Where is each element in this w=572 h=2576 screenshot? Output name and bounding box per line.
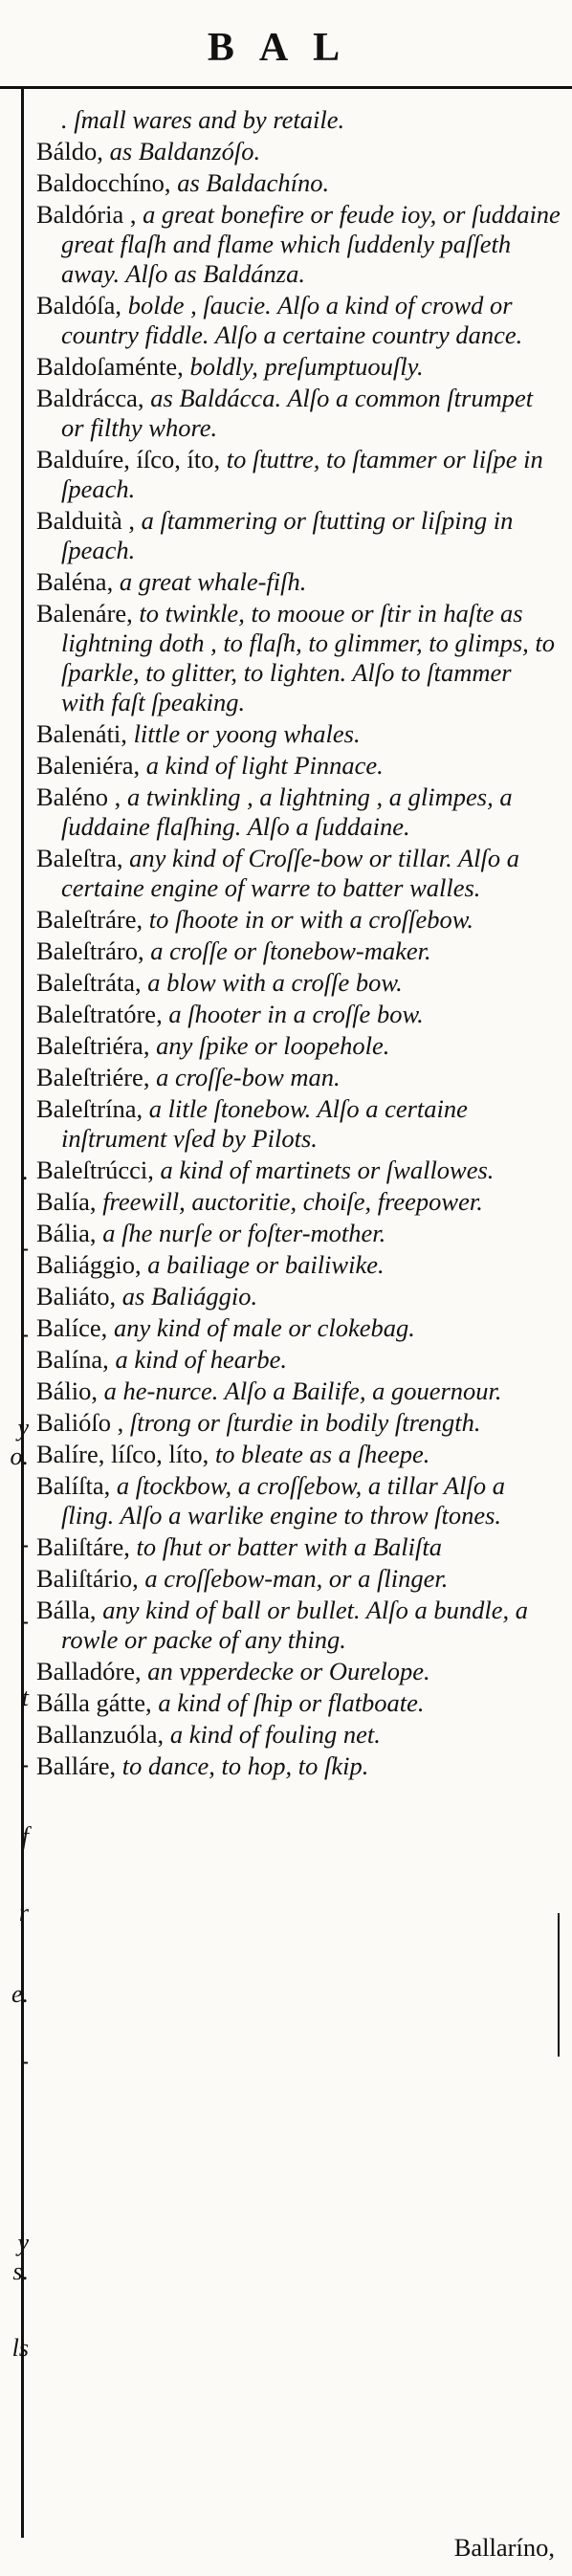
margin-fragment: s. [12, 2257, 29, 2285]
definition: a great bonefire or feude ioy, or ſuddaine great flaſh and flame which ſuddenly paſſeth away. Alſo as Baldánza. [61, 200, 561, 288]
headword: Baldória , [36, 200, 137, 229]
running-head: BAL [207, 26, 365, 70]
dictionary-entry [36, 1063, 561, 1092]
dictionary-entry [36, 105, 561, 135]
headword: Baleſtráro, [36, 936, 144, 965]
definition: any ſpike or loopehole. [149, 1031, 390, 1060]
headword: Baldoſaménte, [36, 352, 184, 381]
dictionary-entry [36, 1408, 561, 1438]
headword: Baleſtratóre, [36, 1000, 163, 1028]
headword: Baleſtrína, [36, 1094, 143, 1123]
definition: to ſtuttre, to ſtammer or liſpe in ſpeach. [61, 445, 543, 503]
headword: Baliſtáre, [36, 1532, 130, 1561]
definition: any kind of Croſſe-bow or tillar. Alſo a certaine engine of warre to batter walles. [61, 844, 519, 902]
dictionary-entry [36, 1282, 561, 1311]
definition: an vpperdecke or Ourelope. [141, 1657, 430, 1685]
definition: ſtrong or ſturdie in bodily ſtrength. [123, 1408, 481, 1437]
headword: Balduíre, íſco, íto, [36, 445, 221, 473]
definition: to twinkle, to mooue or ſtir in haſte as lightning doth , to flaſh, to glimmer, to glimps, to ſparkle, to glitter, to lighten. Alſo to ſtammer with faſt ſpeaking. [61, 599, 556, 716]
margin-fragment: y [17, 2229, 29, 2257]
dictionary-entry [36, 1532, 561, 1562]
margin-fragment: y [17, 1414, 29, 1442]
dictionary-entry [36, 936, 561, 966]
dictionary-entry [36, 1657, 561, 1686]
definition: a kind of martinets or ſwallowes. [153, 1156, 495, 1184]
headword: Baleſtráta, [36, 968, 142, 997]
dictionary-entry [36, 968, 561, 998]
margin-fragment: r [18, 1899, 29, 1926]
definition: any kind of ball or bullet. Alſo a bundle, a rowle or packe of any thing. [61, 1596, 529, 1654]
definition: as Baldácca. Alſo a common ſtrumpet or filthy whore. [61, 384, 534, 442]
headword: Balenáre, [36, 599, 133, 627]
definition: a croſſebow-man, or a ſlinger. [138, 1564, 449, 1593]
definition: a kind of light Pinnace. [140, 751, 384, 780]
headword: Balduità , [36, 506, 136, 535]
dictionary-entry [36, 352, 561, 382]
headword: Balíſta, [36, 1471, 111, 1500]
catchword: Ballaríno, [453, 2533, 555, 2562]
dictionary-column [36, 105, 561, 1783]
definition: a blow with a croſſe bow. [141, 968, 403, 997]
definition: boldly, preſumptuouſly. [183, 352, 424, 381]
headword: Bálio, [36, 1376, 99, 1405]
headword: Balíce, [36, 1313, 108, 1342]
dictionary-entry [36, 1219, 561, 1248]
page-header [0, 0, 572, 88]
headword: Bálla, [36, 1596, 97, 1624]
definition: a bailiage or bailiwike. [141, 1250, 385, 1279]
headword: Balína, [36, 1345, 109, 1374]
headword: Baliággio, [36, 1250, 142, 1279]
dictionary-entry [36, 384, 561, 443]
definition: a ſhooter in a croſſe bow. [162, 1000, 424, 1028]
dictionary-entry [36, 1000, 561, 1029]
definition: . ſmall wares and by retaile. [61, 105, 345, 134]
headword: Bálla gátte, [36, 1688, 152, 1717]
margin-fragment: . [22, 1157, 29, 1185]
margin-fragment: - [20, 1234, 29, 1262]
headword: Balladóre, [36, 1657, 142, 1685]
margin-fragment: - [20, 1530, 29, 1558]
dictionary-entry [36, 751, 561, 781]
dictionary-entry [36, 1250, 561, 1280]
headword: Baldocchíno, [36, 168, 171, 197]
headword: Balláre, [36, 1751, 117, 1780]
headword: Baleſtrúcci, [36, 1156, 154, 1184]
definition: as Baliággio. [116, 1282, 258, 1310]
headword: Bália, [36, 1219, 97, 1247]
margin-fragment: t [21, 1684, 29, 1711]
definition: to ſhoote in or with a croſſebow. [143, 905, 474, 934]
headword: Balíre, líſco, líto, [36, 1440, 209, 1468]
margin-fragment: - [20, 2047, 29, 2075]
dictionary-entry [36, 599, 561, 717]
definition: to bleate as a ſheepe. [209, 1440, 430, 1468]
dictionary-entry [36, 1471, 561, 1530]
margin-fragment: ls [11, 2334, 29, 2362]
dictionary-entry [36, 1440, 561, 1469]
dictionary-entry [36, 1313, 561, 1343]
right-column-rule [558, 1913, 560, 2057]
headword: Baleſtra, [36, 844, 123, 872]
definition: little or yoong whales. [126, 719, 361, 748]
dictionary-entry [36, 200, 561, 289]
headword: Baldóſa, [36, 291, 122, 319]
headword: Balía, [36, 1187, 97, 1216]
definition: as Baldachíno. [170, 168, 330, 197]
definition: a croſſe or ſtonebow-maker. [143, 936, 431, 965]
margin-fragment: - [20, 1320, 29, 1348]
dictionary-entry [36, 506, 561, 565]
definition: a twinkling , a lightning , a glimpes, a ſuddaine flaſhing. Alſo a ſuddaine. [61, 782, 513, 841]
definition: a croſſe-bow man. [149, 1063, 341, 1091]
headword: Ballanzuóla, [36, 1720, 165, 1749]
headword: Baléno , [36, 782, 121, 811]
dictionary-entry [36, 137, 561, 166]
dictionary-entry [36, 905, 561, 935]
definition: a ſtammering or ſtutting or liſping in ſpeach. [61, 506, 514, 564]
dictionary-entry [36, 1596, 561, 1655]
dictionary-entry [36, 782, 561, 842]
definition: a kind of hearbe. [108, 1345, 288, 1374]
headword: Baléna, [36, 567, 114, 596]
definition: any kind of male or clokebag. [107, 1313, 415, 1342]
headword: Baleſtráre, [36, 905, 143, 934]
definition: as Baldanzóſo. [102, 137, 261, 165]
dictionary-entry [36, 844, 561, 903]
dictionary-entry [36, 1564, 561, 1594]
left-column-edge [0, 96, 29, 2576]
dictionary-entry [36, 291, 561, 350]
dictionary-entry [36, 719, 561, 749]
dictionary-entry [36, 1156, 561, 1185]
definition: to dance, to hop, to ſkip. [116, 1751, 369, 1780]
headword: Baleniéra, [36, 751, 141, 780]
margin-fragment: - [20, 1750, 29, 1778]
headword: Báldo, [36, 137, 103, 165]
headword: Balenáti, [36, 719, 127, 748]
margin-fragment: f [21, 1822, 29, 1850]
headword: Baliáto, [36, 1282, 117, 1310]
header-rule [0, 86, 572, 89]
margin-fragment: o. [10, 1442, 29, 1470]
headword: Baleſtriéra, [36, 1031, 150, 1060]
definition: a litle ſtonebow. Alſo a certaine inſtrument vſed by Pilots. [61, 1094, 468, 1153]
definition: bolde , ſaucie. Alſo a kind of crowd or country fiddle. Alſo a certaine country dance. [61, 291, 523, 349]
dictionary-entry [36, 1031, 561, 1061]
dictionary-entry [36, 1345, 561, 1375]
definition: a ſhe nurſe or foſter-mother. [96, 1219, 386, 1247]
headword: Balióſo , [36, 1408, 124, 1437]
dictionary-entry [36, 1376, 561, 1406]
dictionary-entry [36, 1094, 561, 1154]
definition: a he-nurce. Alſo a Bailife, a gouernour. [98, 1376, 502, 1405]
definition: freewill, auctoritie, choiſe, freepower. [96, 1187, 483, 1216]
margin-fragment: - [20, 1607, 29, 1635]
definition: a ſtockbow, a croſſebow, a tillar Alſo a ſling. Alſo a warlike engine to throw ſtones. [61, 1471, 505, 1530]
dictionary-entry [36, 1688, 561, 1718]
definition: to ſhut or batter with a Baliſta [129, 1532, 442, 1561]
dictionary-entry [36, 1187, 561, 1217]
definition: a great whale-fiſh. [113, 567, 307, 596]
dictionary-entry [36, 1751, 561, 1781]
headword: Baleſtriére, [36, 1063, 150, 1091]
dictionary-entry [36, 445, 561, 504]
headword: Baldrácca, [36, 384, 144, 412]
definition: a kind of fouling net. [164, 1720, 381, 1749]
dictionary-entry [36, 168, 561, 198]
dictionary-entry [36, 1720, 561, 1750]
definition: a kind of ſhip or flatboate. [151, 1688, 425, 1717]
margin-fragment: e. [11, 1980, 29, 2008]
dictionary-entry [36, 567, 561, 597]
headword: Baliſtário, [36, 1564, 139, 1593]
